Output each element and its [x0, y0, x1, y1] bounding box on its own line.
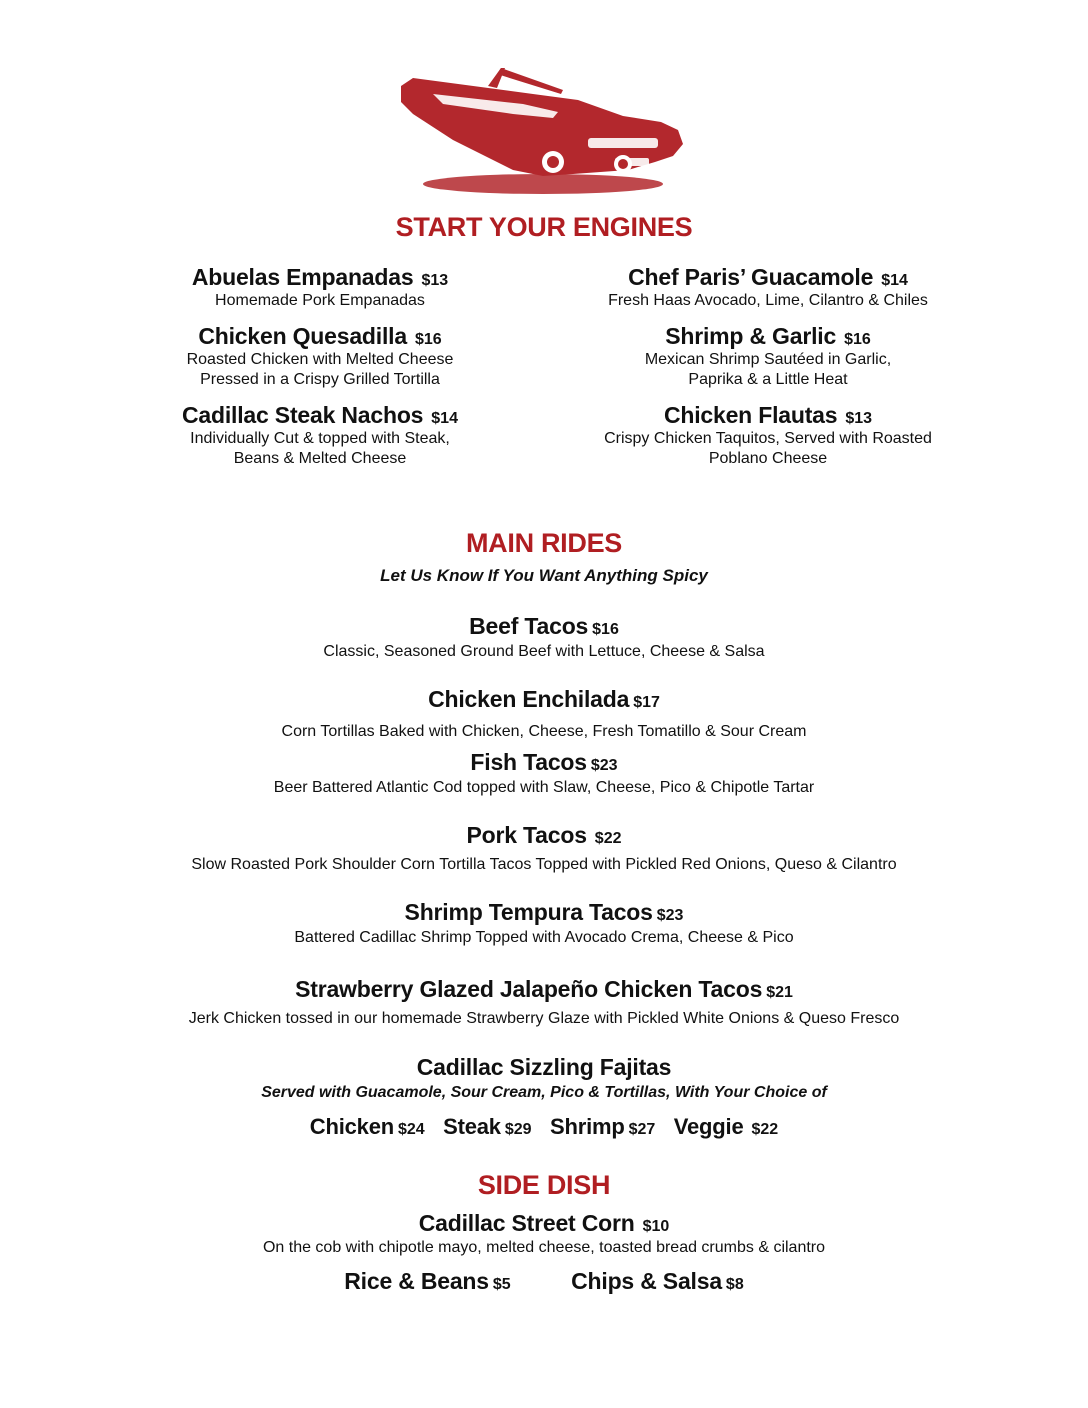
option-name: Steak	[443, 1114, 501, 1139]
item-name: Chicken Quesadilla	[198, 323, 407, 349]
menu-item	[528, 402, 1008, 469]
item-name: Cadillac Street Corn	[418, 1210, 635, 1236]
section-title-main: MAIN RIDES	[465, 528, 622, 558]
fajitas-options	[0, 1114, 1088, 1140]
item-name: Shrimp & Garlic	[665, 323, 837, 349]
item-desc: Corn Tortillas Baked with Chicken, Cheese, Fresh Tomatillo & Sour Cream	[281, 723, 807, 740]
option-name: Veggie	[673, 1114, 744, 1139]
section-title-start: START YOUR ENGINES	[395, 212, 693, 242]
item-name: Abuelas Empanadas	[191, 264, 414, 290]
fajitas-name: Cadillac Sizzling Fajitas	[416, 1054, 672, 1080]
side-option	[571, 1268, 744, 1294]
item-desc: Beans & Melted Cheese	[233, 450, 407, 467]
menu-item	[528, 323, 1008, 390]
option-price: $5	[492, 1276, 511, 1293]
item-desc: Classic, Seasoned Ground Beef with Lettuce, Cheese & Salsa	[323, 643, 765, 660]
item-price: $23	[590, 757, 618, 774]
option-price: $8	[725, 1276, 744, 1293]
item-desc: Crispy Chicken Taquitos, Served with Roasted	[604, 430, 932, 447]
section-subtitle: Let Us Know If You Want Anything Spicy	[380, 566, 708, 585]
option-price: $22	[751, 1121, 779, 1138]
fajita-option	[673, 1114, 779, 1139]
item-price: $14	[881, 272, 908, 289]
item-name: Strawberry Glazed Jalapeño Chicken Tacos	[295, 976, 763, 1002]
fajita-option	[550, 1114, 656, 1139]
menu-item	[0, 976, 1088, 1003]
item-desc: Beer Battered Atlantic Cod topped with Slaw, Cheese, Pico & Chipotle Tartar	[273, 779, 815, 796]
item-price: $13	[845, 410, 873, 427]
item-desc: Poblano Cheese	[708, 450, 828, 467]
item-name: Chicken Flautas	[663, 402, 838, 428]
item-name: Fish Tacos	[470, 749, 587, 775]
item-desc: Battered Cadillac Shrimp Topped with Avocado Crema, Cheese & Pico	[294, 929, 794, 946]
item-name: Cadillac Steak Nachos	[182, 402, 424, 428]
menu-item	[0, 686, 1088, 713]
section-title-side: SIDE DISH	[477, 1170, 611, 1200]
option-price: $27	[628, 1121, 656, 1138]
option-price: $24	[397, 1121, 425, 1138]
convertible-car-icon	[393, 64, 693, 198]
start-left-column	[80, 264, 560, 481]
option-name: Chips & Salsa	[571, 1268, 722, 1294]
menu-item	[0, 749, 1088, 776]
item-name: Chef Paris’ Guacamole	[628, 264, 874, 290]
item-name: Chicken Enchilada	[428, 686, 630, 712]
menu-item	[528, 264, 1008, 311]
side-option	[344, 1268, 511, 1294]
item-price: $16	[844, 331, 871, 348]
item-desc: Mexican Shrimp Sautéed in Garlic,	[644, 351, 892, 368]
item-price: $21	[766, 984, 793, 1001]
start-right-column	[528, 264, 1008, 481]
fajitas-desc: Served with Guacamole, Sour Cream, Pico & Tortillas, With Your Choice of	[261, 1084, 827, 1101]
item-name: Beef Tacos	[469, 613, 589, 639]
item-price: $16	[414, 331, 442, 348]
menu-item	[0, 613, 1088, 640]
menu-item	[0, 899, 1088, 926]
item-desc: Roasted Chicken with Melted Cheese	[186, 351, 454, 368]
item-price: $22	[594, 830, 622, 847]
item-price: $17	[633, 694, 660, 711]
fajita-option	[443, 1114, 532, 1139]
item-name: Shrimp Tempura Tacos	[404, 899, 653, 925]
item-name: Pork Tacos	[466, 822, 587, 848]
item-desc: Jerk Chicken tossed in our homemade Strawberry Glaze with Pickled White Onions & Queso Fresco	[188, 1010, 900, 1027]
item-desc: Slow Roasted Pork Shoulder Corn Tortilla Tacos Topped with Pickled Red Onions, Queso & Cilantro	[191, 856, 897, 873]
option-name: Chicken	[309, 1114, 394, 1139]
item-desc: Individually Cut & topped with Steak,	[190, 430, 450, 447]
item-desc: Homemade Pork Empanadas	[215, 292, 425, 309]
menu-item	[0, 1210, 1088, 1237]
option-name: Rice & Beans	[344, 1268, 489, 1294]
option-price: $29	[504, 1121, 532, 1138]
fajita-option	[309, 1114, 425, 1139]
item-price: $23	[656, 907, 684, 924]
item-price: $10	[642, 1218, 670, 1235]
menu-item	[80, 323, 560, 390]
item-desc: Fresh Haas Avocado, Lime, Cilantro & Chiles	[608, 292, 928, 309]
item-price: $14	[431, 410, 458, 427]
menu-item	[0, 822, 1088, 849]
option-name: Shrimp	[550, 1114, 625, 1139]
item-desc: On the cob with chipotle mayo, melted cheese, toasted bread crumbs & cilantro	[262, 1239, 826, 1256]
menu-item	[80, 264, 560, 311]
item-price: $13	[421, 272, 449, 289]
item-desc: Pressed in a Crispy Grilled Tortilla	[200, 371, 440, 388]
item-desc: Paprika & a Little Heat	[688, 371, 848, 388]
menu-item	[80, 402, 560, 469]
side-extras	[0, 1268, 1088, 1295]
item-price: $16	[592, 621, 619, 638]
